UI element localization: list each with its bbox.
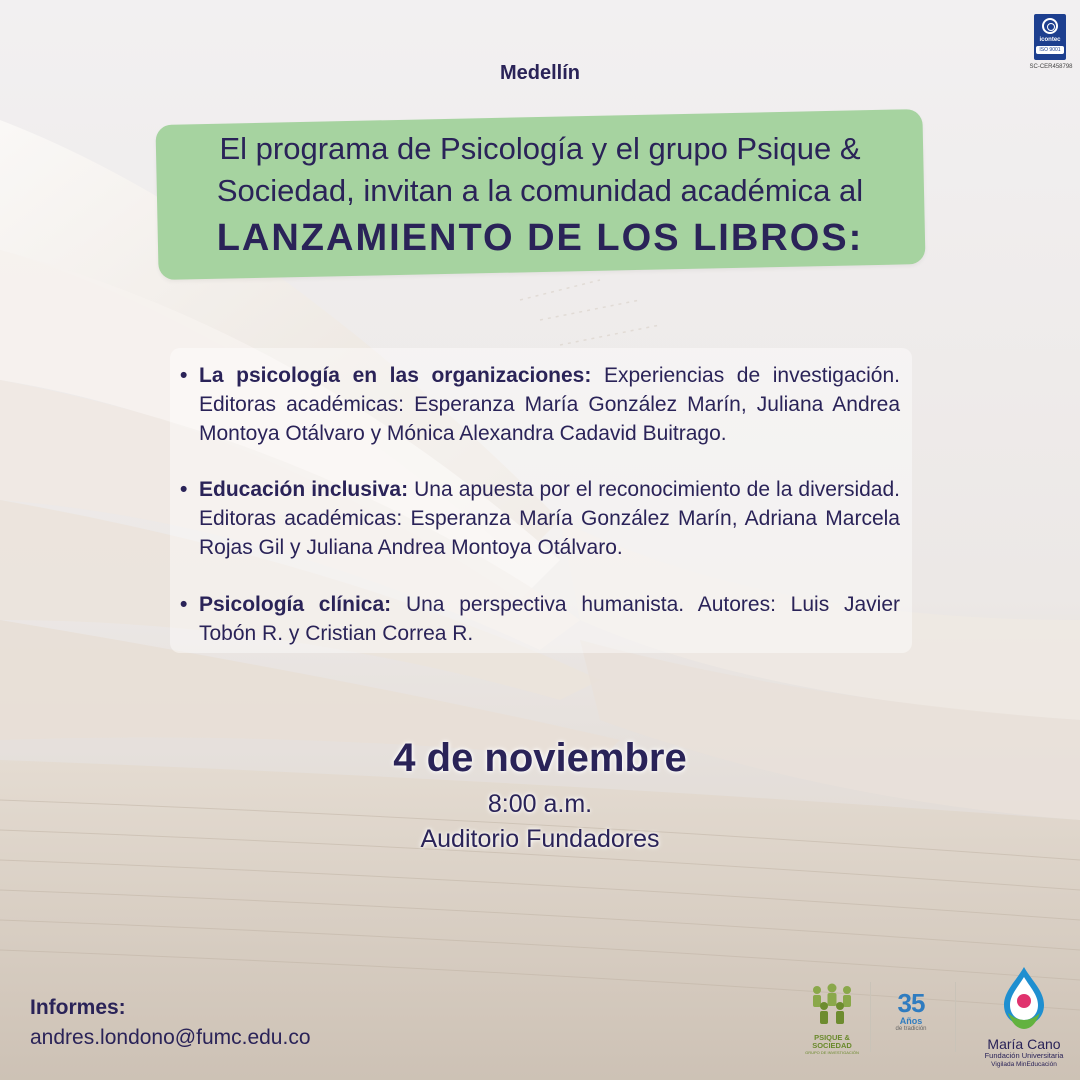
psique-subtitle: GRUPO DE INVESTIGACIÓN: [805, 1050, 859, 1055]
icontec-certification-badge: [1034, 14, 1066, 60]
book-item: [180, 475, 900, 562]
bullet-icon: •: [180, 364, 188, 387]
event-date: 4 de noviembre: [393, 736, 687, 780]
icontec-logo-icon: [1042, 18, 1058, 34]
book-description: Experiencias de investigación. Editoras académicas: Esperanza María González Marín, Juliana Andrea Montoya Otálvaro y Mónica Alexandra Cadavid Buitrago.: [199, 364, 901, 445]
psique-name-line-2: SOCIEDAD: [812, 1041, 852, 1050]
book-description: Una apuesta por el reconocimiento de la diversidad. Editoras académicas: Esperanza María González Marín, Adriana Marcela Rojas Gil y Juliana Andrea Montoya Otálvaro.: [199, 478, 900, 559]
anniversary-label: Años: [899, 1016, 923, 1026]
psique-name-line-1: PSIQUE &: [814, 1033, 850, 1042]
icontec-brand: icontec: [1039, 37, 1061, 43]
contact-email[interactable]: andres.londono@fumc.edu.co: [30, 1026, 311, 1049]
university-note: Vigilada MinEducación: [991, 1061, 1057, 1068]
university-name: María Cano: [987, 1036, 1061, 1052]
book-title: Psicología clínica:: [199, 593, 392, 616]
university-subtitle: Fundación Universitaria: [984, 1051, 1064, 1060]
header-banner: [160, 128, 920, 262]
psique-sociedad-logo: [800, 982, 864, 1062]
group-people-icon: [807, 982, 857, 1030]
contact-label: Informes:: [30, 996, 126, 1019]
event-place: Auditorio Fundadores: [420, 825, 660, 853]
book-item: [180, 590, 900, 648]
anniversary-sub: de tradición: [895, 1026, 927, 1032]
anniversary-logo: [880, 990, 942, 1032]
bullet-icon: •: [180, 593, 188, 616]
maria-cano-logo: [974, 963, 1074, 1070]
bullet-icon: •: [180, 478, 188, 501]
logo-divider: [870, 982, 871, 1052]
headline: LANZAMIENTO DE LOS LIBROS:: [216, 217, 864, 259]
header-line-2: Sociedad, invitan a la comunidad académica al: [216, 173, 864, 208]
water-drop-icon: [994, 963, 1054, 1035]
city-label: Medellín: [499, 62, 580, 84]
book-description: Una perspectiva humanista. Autores: Luis Javier Tobón R. y Cristian Correa R.: [199, 593, 900, 645]
header-line-1: El programa de Psicología y el grupo Psique &: [219, 131, 861, 166]
certification-code: SC-CER458798: [1029, 64, 1073, 70]
book-item: [180, 361, 900, 448]
logo-divider: [955, 982, 956, 1052]
book-title: La psicología en las organizaciones:: [199, 364, 592, 387]
book-title: Educación inclusiva:: [199, 478, 409, 501]
anniversary-number: 35: [897, 988, 925, 1018]
iso-standard: ISO 9001: [1036, 46, 1063, 54]
event-time: 8:00 a.m.: [487, 790, 593, 818]
